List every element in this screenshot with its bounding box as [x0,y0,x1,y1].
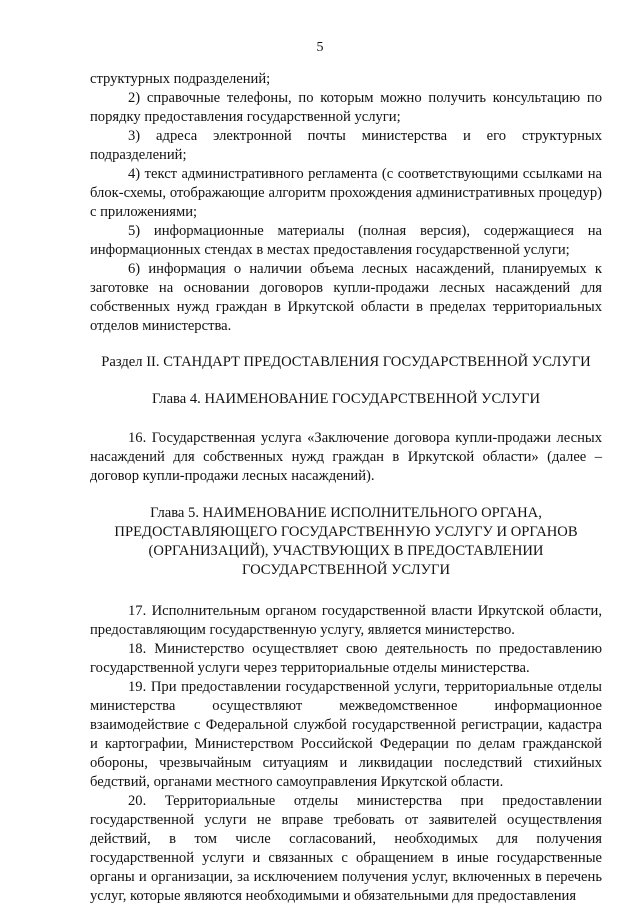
paragraph-item-3: 3) адреса электронной почты министерства и его структурных подразделений; [90,128,602,163]
paragraph-item-5: 5) информационные материалы (полная версия), содержащиеся на информационных стендах в местах предоставления государственной услуги; [90,223,602,258]
paragraph-continuation: структурных подразделений; [90,71,271,87]
paragraph-17: 17. Исполнительным органом государственной власти Иркутской области, предоставляющим государственную услугу, является министерство. [90,603,602,638]
paragraph-16: 16. Государственная услуга «Заключение договора купли-продажи лесных насаждений для собственных нужд граждан в Иркутской области» (далее – договор купли-продажи лесных насаждений). [90,430,602,484]
chapter-5-title-line-3: (ОРГАНИЗАЦИЙ), УЧАСТВУЮЩИХ В ПРЕДОСТАВЛЕНИИ [148,543,544,559]
document-body [90,70,602,906]
paragraph-item-2: 2) справочные телефоны, по которым можно получить консультацию по порядку предоставления государственной услуги; [90,90,602,125]
paragraph-item-6: 6) информация о наличии объема лесных насаждений, планируемых к заготовке на основании договоров купли-продажи лесных насаждений для собственных нужд граждан в Иркутской области в пределах территориальных отделов министерства. [90,261,602,334]
paragraph-20: 20. Территориальные отделы министерства при предоставлении государственной услуги не вправе требовать от заявителей осуществления действий, в том числе согласований, необходимых для получения государственной услуги и связанных с обращением в иные государственные органы и организации, за исключением получения услуг, включенных в перечень услуг, которые являются необходимыми и обязательными для предоставления [90,793,602,904]
chapter-5-title-line-4: ГОСУДАРСТВЕННОЙ УСЛУГИ [242,562,450,578]
chapter-5-title [90,504,602,580]
paragraph-18: 18. Министерство осуществляет свою деятельность по предоставлению государственной услуги через территориальные отделы министерства. [90,641,602,676]
chapter-4-title: Глава 4. НАИМЕНОВАНИЕ ГОСУДАРСТВЕННОЙ УСЛУГИ [151,391,541,407]
chapter-5-title-line-1: Глава 5. НАИМЕНОВАНИЕ ИСПОЛНИТЕЛЬНОГО ОРГАНА, [150,505,542,521]
page-number: 5 [316,40,324,55]
paragraph-item-4: 4) текст административного регламента (с соответствующими ссылками на блок-схемы, отображающие алгоритм прохождения административных процедур) с приложениями; [90,166,602,220]
paragraph-19: 19. При предоставлении государственной услуги, территориальные отделы министерства осуществляют межведомственное информационное взаимодействие с Федеральной службой государственной регистрации, кадастра и картографии, Министерством Российской Федерации по делам гражданской обороны, чрезвычайным ситуациям и ликвидации последствий стихийных бедствий, органами местного самоуправления Иркутской области. [90,679,602,790]
chapter-5-title-line-2: ПРЕДОСТАВЛЯЮЩЕГО ГОСУДАРСТВЕННУЮ УСЛУГУ И ОРГАНОВ [114,524,578,540]
section-title: Раздел II. СТАНДАРТ ПРЕДОСТАВЛЕНИЯ ГОСУДАРСТВЕННОЙ УСЛУГИ [101,354,591,370]
